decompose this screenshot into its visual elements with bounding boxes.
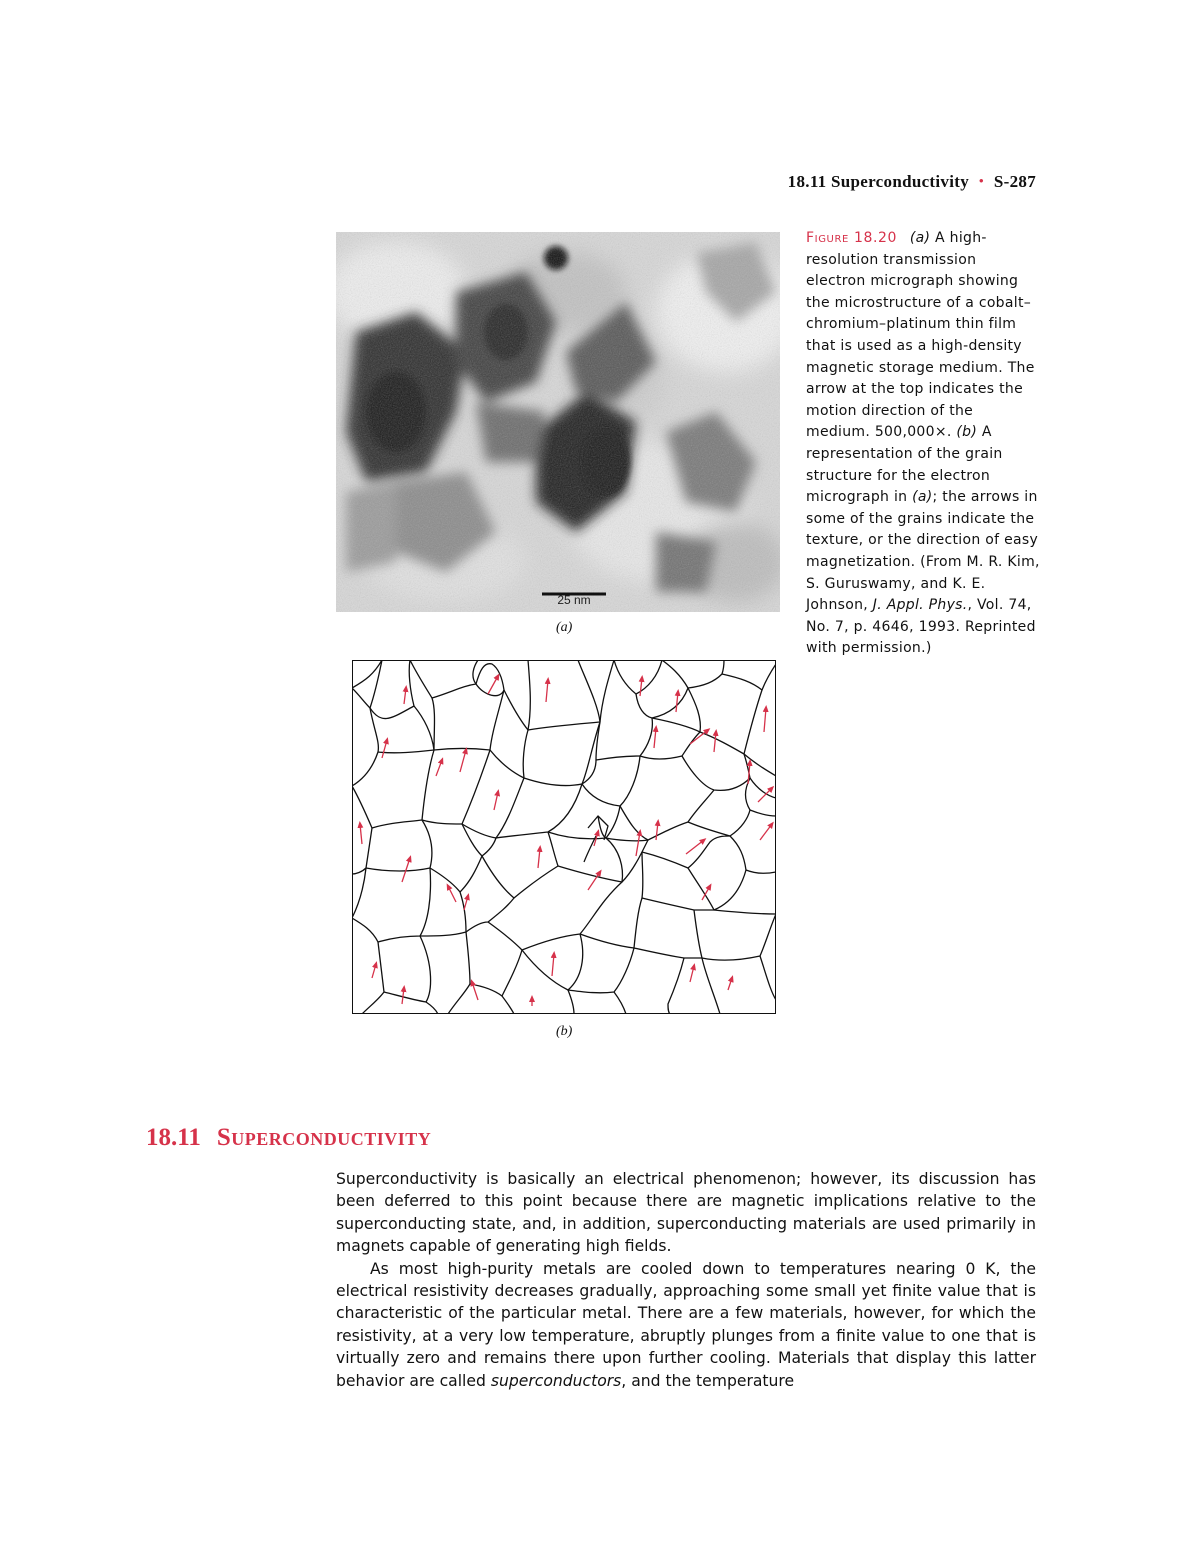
caption-part-b-text-2: ; the arrows in some of the grains indicate the texture, or the direction of easy magnetization. (From M. R. Kim, S. Guruswamy, and K. E. Johnson, xyxy=(806,489,1040,614)
paragraph-1: Superconductivity is basically an electrical phenomenon; however, its discussion has been deferred to this point because there are magnetic implications relative to the superconducting state, and, in addition, superconducting materials are used primarily in magnets capable of generating high fields. xyxy=(336,1170,1036,1256)
electron-micrograph xyxy=(336,232,780,612)
caption-citation-tail: , Vol. 74, No. 7, p. 4646, 1993. Reprinted with permission.) xyxy=(806,597,1036,657)
caption-part-a-text: A high-resolution transmission electron micrograph showing the microstructure of a cobalt–chromium–platinum thin film that is used as a high-density magnetic storage medium. The arrow at the top indicates the motion direction of the medium. 500,000×. xyxy=(806,230,1035,441)
caption-journal: J. Appl. Phys. xyxy=(872,597,968,614)
body-text xyxy=(336,1168,1036,1392)
grain-structure-svg xyxy=(352,660,776,1014)
paragraph-2 xyxy=(336,1258,1036,1392)
paragraph-2-end: , and the temperature xyxy=(621,1371,795,1390)
caption-part-b-text-1: A representation of the grain structure for the electron micrograph in xyxy=(806,424,1003,506)
figure-caption xyxy=(806,228,1040,660)
figure-label: Figure 18.20 xyxy=(806,230,898,246)
section-title: Superconductivity xyxy=(216,1124,432,1151)
section-heading xyxy=(146,1124,431,1152)
caption-part-a-marker: (a) xyxy=(909,230,931,246)
running-head-section: 18.11 Superconductivity xyxy=(787,172,970,191)
caption-part-b-ref: (a) xyxy=(912,489,933,506)
paragraph-2-start: As most high-purity metals are cooled down to temperatures nearing 0 K, the electrical resistivity decreases gradually, approaching some small yet finite value that is characteristic of the particular metal. There are a few materials, however, for which the resistivity, at a very low temperature, abruptly plunges from a finite value to one that is virtually zero and remains there upon further cooling. Materials that display this latter behavior are called xyxy=(336,1259,1036,1390)
term-superconductors: superconductors xyxy=(490,1371,622,1390)
page-number: S-287 xyxy=(993,172,1036,191)
caption-part-b-marker: (b) xyxy=(956,424,978,441)
grain-structure-diagram xyxy=(352,660,776,1014)
running-head xyxy=(600,172,1036,192)
panel-b-label: (b) xyxy=(556,1024,573,1039)
section-number: 18.11 xyxy=(146,1124,201,1151)
bullet-separator: • xyxy=(979,173,984,188)
micrograph-image xyxy=(336,232,780,612)
scale-bar-label: 25 nm xyxy=(557,593,591,607)
panel-a-label: (a) xyxy=(556,620,573,635)
